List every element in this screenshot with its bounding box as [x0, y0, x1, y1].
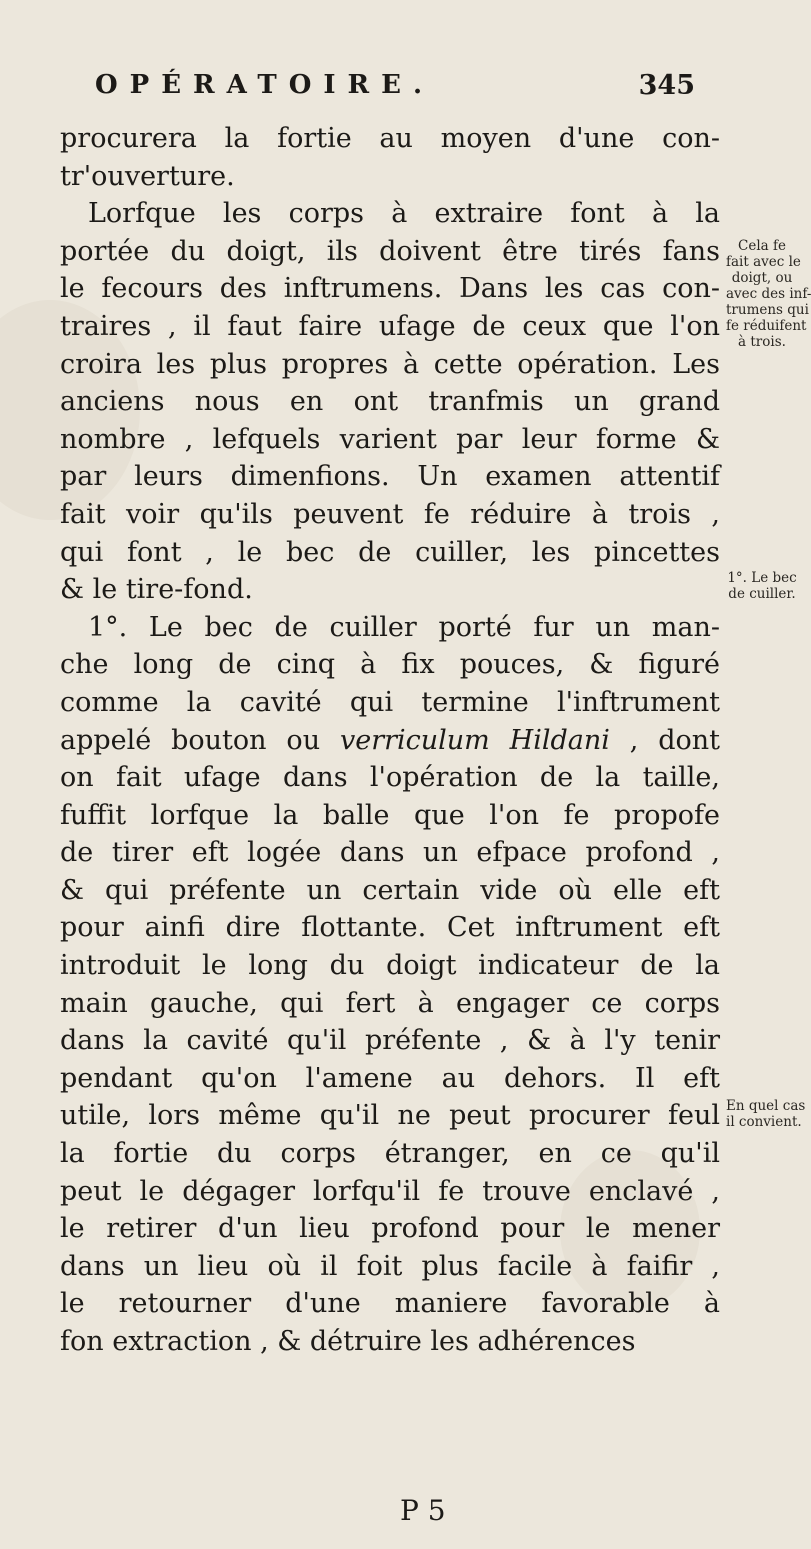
text-line: croira les plus propres à cette opération. Les — [60, 348, 720, 380]
text-line: pour ainfi dire flottante. Cet inftrument eft — [60, 912, 720, 944]
main-text — [60, 120, 720, 1361]
text-line: tr'ouverture. — [60, 160, 235, 192]
text-line: & le tire-fond. — [60, 574, 253, 606]
page-number: 345 — [638, 70, 695, 101]
margin-note-line: avec des inf- — [726, 286, 811, 302]
margin-note-tools — [726, 238, 811, 350]
text-line: main gauche, qui fert à engager ce corps — [60, 987, 720, 1019]
margin-note-line: 1°. Le bec — [727, 570, 797, 586]
text-line: & qui préfente un certain vide où elle eft — [60, 874, 720, 906]
text-line: de tirer eft logée dans un efpace profond , — [60, 837, 720, 869]
text-line: comme la cavité qui termine l'inftrument — [60, 686, 720, 718]
margin-note-line: doigt, ou — [731, 270, 793, 286]
running-header — [95, 70, 695, 110]
margin-note-line: il convient. — [726, 1114, 802, 1130]
text-line: nombre , lefquels varient par leur forme & — [60, 423, 720, 455]
margin-note-line: fait avec le — [726, 254, 801, 270]
text-line: 1°. Le bec de cuiller porté fur un man- — [88, 611, 720, 643]
text-line: anciens nous en ont tranfmis un grand — [60, 386, 720, 418]
text-line — [60, 722, 720, 760]
text-line: le retirer d'un lieu profond pour le mener — [60, 1213, 720, 1245]
text-line: introduit le long du doigt indicateur de la — [60, 950, 720, 982]
margin-note-line: Cela fe — [738, 238, 786, 254]
text-line: che long de cinq à fix pouces, & figuré — [60, 649, 720, 681]
text-line: fait voir qu'ils peuvent fe réduire à trois , — [60, 498, 720, 530]
margin-note-line: de cuiller. — [728, 586, 796, 602]
text-line: procurera la fortie au moyen d'une con- — [60, 123, 720, 154]
text-line: pendant qu'on l'amene au dehors. Il eft — [60, 1062, 720, 1094]
text-line: le retourner d'une maniere favorable à — [60, 1288, 720, 1320]
text-line: fuffit lorfque la balle que l'on fe propofe — [60, 799, 720, 831]
text-line: fon extraction , & détruire les adhérences — [60, 1326, 636, 1357]
latin-term: verriculum Hildani — [339, 724, 610, 756]
margin-note-line: trumens qui — [726, 302, 809, 318]
margin-note-bec-de-cuiller — [726, 570, 798, 602]
text-line: utile, lors même qu'il ne peut procurer feul — [60, 1100, 720, 1132]
margin-note-line: En quel cas — [726, 1098, 806, 1114]
text-line: dans un lieu où il foit plus facile à faifir , — [60, 1250, 720, 1282]
text-line-part: appelé bouton ou verriculum Hildani , dont — [60, 724, 721, 756]
text-line: portée du doigt, ils doivent être tirés fans — [60, 235, 720, 267]
margin-note-en-quel-cas — [726, 1098, 806, 1130]
text-line: Lorfque les corps à extraire font à la — [88, 198, 720, 230]
text-line: peut le dégager lorfqu'il fe trouve enclavé , — [60, 1175, 720, 1207]
text-line: par leurs dimenfions. Un examen attentif — [60, 461, 720, 493]
text-line: dans la cavité qu'il préfente , & à l'y tenir — [60, 1025, 720, 1057]
text-line: la fortie du corps étranger, en ce qu'il — [60, 1138, 720, 1170]
text-line: le fecours des inftrumens. Dans les cas con- — [60, 273, 720, 305]
margin-note-line: fe réduifent — [726, 318, 807, 334]
running-title: OPÉRATOIRE. — [95, 70, 435, 100]
text-line: traires , il faut faire ufage de ceux que l'on — [60, 310, 720, 342]
text-line: on fait ufage dans l'opération de la taille, — [60, 762, 720, 794]
margin-note-line: à trois. — [738, 334, 786, 350]
signature-mark: P 5 — [400, 1494, 446, 1527]
text-line: qui font , le bec de cuiller, les pincettes — [60, 536, 720, 568]
